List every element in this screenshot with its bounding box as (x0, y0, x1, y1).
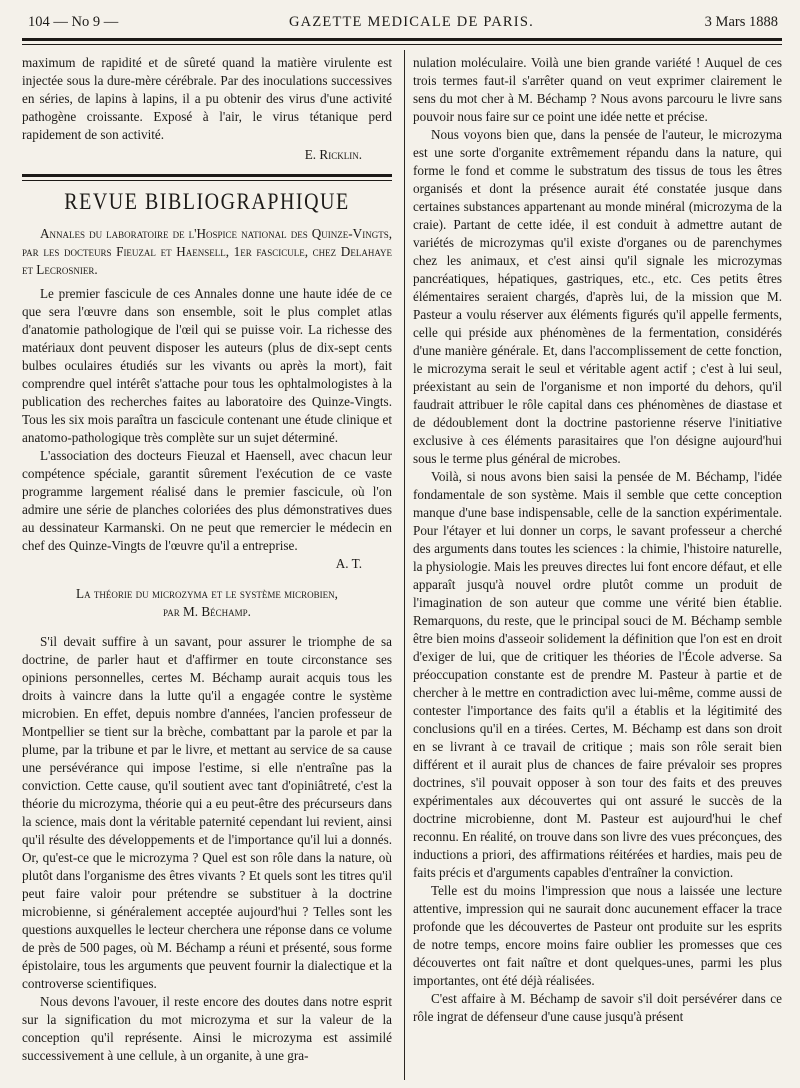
article-title-line: La théorie du microzyma et le système microbien, (76, 586, 338, 601)
section-rule-thick (22, 174, 392, 177)
page-number: 104 (28, 14, 50, 30)
article-paragraph: C'est affaire à M. Béchamp de savoir s'il doit persévérer dans ce rôle ingrat de défenseur d'une cause jusqu'à présent (413, 991, 782, 1024)
article-paragraph: Nous devons l'avouer, il reste encore des doutes dans notre esprit sur la signification du mot microzyma et sur la valeur de la conception qu'il représente. Ainsi le microzyma est assimilé successivement à une cellule, à un organite, à une gra- (22, 994, 392, 1063)
issue-date: 3 Mars 1888 (704, 14, 778, 30)
header-rule-thick (22, 38, 782, 41)
issue-number: — No 9 — (53, 14, 119, 30)
author-signature: E. Ricklin. (304, 147, 362, 162)
review-initials: A. T. (335, 556, 362, 571)
header-rule-thin (22, 44, 782, 45)
section-rule-thin (22, 180, 392, 181)
article-paragraph-continued: nulation moléculaire. Voilà une bien grande variété ! Auquel de ces trois termes faut-il s'arrêter quand on veut exprimer clairement le sens du mot cher à M. Béchamp ? Nous avons parcouru le livre sans pouvoir nous faire sur ce point une idée nette et précise. (413, 55, 782, 124)
review-paragraph: L'association des docteurs Fieuzal et Haensell, avec chacun leur compétence spéciale, garantit sûrement l'exécution de ce vaste programme largement réalisé dans le premier fascicule, où l'on admire une série de planches coloriées des plus démonstratives dues au dessinateur Karmanski. On ne peut que remercier le médecin en chef des Quinze-Vingts de l'œuvre qu'il a entreprise. (22, 448, 392, 553)
article-paragraph: Nous voyons bien que, dans la pensée de l'auteur, le microzyma est une sorte d'organite extrêmement répandu dans la nature, qui forme le fond et comme le substratum des tissus de tous les êtres organisés et dont la présence aurait été constatée jusque dans certaines substances appartenant au monde minéral (microzyma de la craie). Partant de cette idée, il est conduit à admettre autant de variétés de microzymas qu'il existe d'organes ou de parenchymes chez les animaux, et c'est ainsi qu'il signale les microzymas pancréatiques, hépatiques, gastriques, etc., etc. Ces petits êtres élémentaires seraient chargés, d'après lui, de la mission que M. Pasteur a voulu réserver aux éléments figurés qu'il appelle ferments, celle qui préside aux phénomènes de la fermentation, considérés d'une manière générale. Et, dans l'accomplissement de cette fonction, le microzyma serait le seul et véritable agent actif ; c'est à lui seul, préexistant au sein de l'organisme et non importé du dehors, qu'il faudrait attribuer le rôle capital dans ces phénomènes de diastase et de dédoublement dont la doctrine pastorienne réserve l'initiative exclusive à ces éléments parasitaires que l'on désigne aujourd'hui sous le terme plus général de microbes. (413, 127, 782, 466)
right-column (413, 54, 782, 1026)
paragraph-continued: maximum de rapidité et de sûreté quand la matière virulente est injectée sous la dure-mère cérébrale. Par des inoculations successives en séries, de lapins à lapins, il a pu obtenir des virus d'une activité pathogène croissante. Exposé à l'air, le virus tétanique perd rapidement de son activité. (22, 55, 392, 142)
review-paragraph: Le premier fascicule de ces Annales donne une haute idée de ce que sera l'œuvre dans son ensemble, soit le plus complet atlas d'anatomie pathologique de l'œil qui se puisse voir. La richesse des matériaux dont peuvent disposer les auteurs (plus de dix-sept cents bulbes oculaires étudiés sur les vivants ou après la mort), fait comprendre quel intérêt s'attache pour tous les ophtalmologistes à la publication des recherches faites au laboratoire des Quinze-Vingts. Tous les six mois paraîtra un fascicule contenant une étude clinique et anatomo-pathologique très complète sur un sujet déterminé. (22, 286, 392, 445)
column-separator (404, 50, 405, 1080)
page-header (28, 14, 778, 36)
article-paragraph: Voilà, si nous avons bien saisi la pensée de M. Béchamp, l'idée fondamentale de son système. Mais il semble que cette conception manque d'une base indispensable, celle de la sanction expérimentale. Pour l'étayer et lui donner un corps, le savant professeur a cherché des arguments dans toutes les sciences : la chimie, l'histoire naturelle, la physiologie. Mais les preuves directes lui font encore défaut, et elle apparaît jusqu'à nouvel ordre plutôt comme un produit de l'imagination de son auteur que comme une vérité bien établie. Remarquons, du reste, que le principal souci de M. Béchamp semble être bien moins d'asseoir solidement la définition que l'on est en droit d'exiger de lui, que de critiquer les théories de l'École adverse. Sa préoccupation constante est de prendre M. Pasteur à partie et de chercher à le mettre en contradiction avec lui-même, comme aussi de contester l'importance des faits qu'il a établis et la légitimité des conclusions qu'il en a tirées. Certes, M. Béchamp est dans son droit en se livrant à ce travail de critique ; mais son rôle serait bien différent et il aurait plus de chances de faire prévaloir ses propres doctrines, s'il pouvait opposer à son tour des faits et des preuves expérimentales aux découvertes qui ont assuré le succès de la doctrine microbienne, dont M. Pasteur est aujourd'hui le chef reconnu. En réalité, on trouve dans son livre des vues préconçues, des inductions a priori, des affirmations réitérées et hardies, mais peu de faits précis et d'arguments capables d'entraîner la conviction. (413, 469, 782, 880)
article-paragraph: Telle est du moins l'impression que nous a laissée une lecture attentive, impression qui ne saurait donc aucunement effacer la trace profonde que les découvertes de Pasteur ont produite sur les esprits de notre temps, encore moins faire oublier les promesses que ces découvertes ont fait naître et dont quelques-unes, parmi les plus importantes, ont été déjà réalisées. (413, 883, 782, 988)
section-title: REVUE BIBLIOGRAPHIQUE (64, 189, 350, 215)
page-number-and-issue (28, 14, 118, 31)
article-paragraph: S'il devait suffire à un savant, pour assurer le triomphe de sa doctrine, de parler haut et d'affirmer en toute circonstance ses opinions personnelles, certes M. Béchamp aurait acquis tous les droits à vaincre dans la lutte qu'il a engagée contre le système microbien. En effet, depuis nombre d'années, l'ancien professeur de Montpellier se tient sur la brèche, combattant par la parole et par la plume, par la tribune et par le livre, et mettant au service de sa cause une persévérance qui impose l'estime, si elle n'entraîne pas la conviction. Cette cause, qu'il soutient avec tant d'opiniâtreté, c'est la théorie du microzyma, théorie qui a eu peut-être des précurseurs dans la science, mais dont la véritable paternité cependant lui revient, ainsi qu'il résulte des développements et de l'importance qu'il lui a donnés. Or, qu'est-ce que le microzyma ? Quel est son rôle dans la nature, où plutôt dans l'organisme des êtres vivants ? Et quels sont les titres qu'il peut faire valoir pour prétendre se substituer à la doctrine microbienne, si généralement acceptée aujourd'hui ? Telles sont les questions auxquelles le lecteur cherchera une réponse dans ce volume de près de 500 pages, où M. Béchamp a réuni et présenté, sous forme épistolaire, tous les arguments que peuvent fournir la dialectique et la controverse scientifiques. (22, 634, 392, 991)
article-author-line: par M. Béchamp. (163, 604, 251, 619)
left-column (22, 54, 392, 1065)
bibliographic-reference: Annales du laboratoire de l'Hospice national des Quinze-Vingts, par les docteurs Fieuzal et Haensell, 1er fascicule, chez Delahaye et Lecrosnier. (22, 226, 392, 277)
journal-title: GAZETTE MEDICALE DE PARIS. (288, 14, 534, 30)
article-title (22, 585, 392, 621)
